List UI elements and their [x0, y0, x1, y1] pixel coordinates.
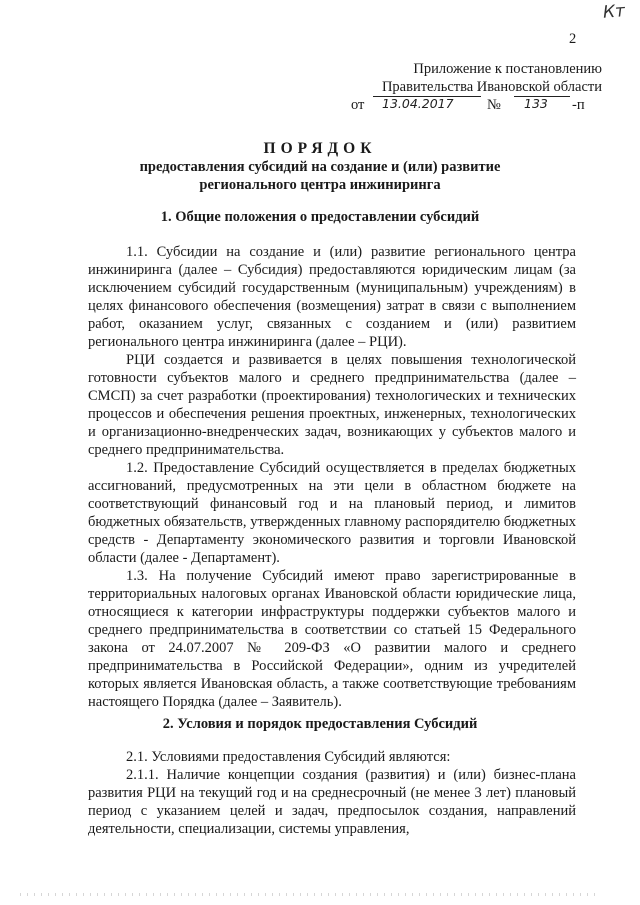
document-title: ПОРЯДОК — [263, 140, 377, 157]
section-2-body — [88, 748, 576, 838]
number-suffix: -п — [572, 97, 585, 113]
paragraph-2-1: 2.1. Условиями предоставления Субсидий являются: — [126, 749, 451, 765]
appendix-line-2: Правительства Ивановской области — [381, 79, 602, 95]
number-label: № — [487, 97, 501, 113]
paragraph-1-1: 1.1. Субсидии на создание и (или) развитие регионального центра инжиниринга (далее – Субсидия) предоставляются юридическим лицам (за исключением субсидий государственным (муниципальным) учреждениям) в целях финансового обеспечения (возмещения) затрат в связи с выполнением работ, оказанием услуг, связанных с созданием и (или) развитием регионального центра инжиниринга (далее – РЦИ). — [88, 244, 576, 350]
handwritten-corner-mark: Кт — [602, 1, 626, 23]
paragraph-1-1-continued: РЦИ создается и развивается в целях повышения технологической готовности субъектов малого и среднего предпринимательства (далее – СМСП) за счет разработки (проектирования) технологических и технических процессов и обеспечения решения проектных, инженерных, технологических и организационно-внедренческих задач, возникающих у субъектов малого и среднего предпринимательства. — [88, 352, 576, 458]
paragraph-1-2: 1.2. Предоставление Субсидий осуществляется в пределах бюджетных ассигнований, предусмотренных на эти цели в областном бюджете на соответствующий финансовый год и на плановый период, и лимитов бюджетных обязательств, утвержденных главному распорядителю бюджетных средств - Департаменту экономического развития и торговли Ивановской области (далее - Департамент). — [88, 460, 576, 566]
handwritten-date: 13.04.2017 — [382, 96, 454, 111]
section-1-body — [88, 243, 576, 711]
section-1-heading: 1. Общие положения о предоставлении субсидий — [160, 209, 480, 225]
appendix-block — [332, 60, 602, 114]
paragraph-2-1-1: 2.1.1. Наличие концепции создания (развития) и (или) бизнес-плана развития РЦИ на текущий год и на среднесрочный (не менее 3 лет) плановый период с указанием целей и задач, предпосылок создания, направлений деятельности, специализации, системы управления, — [88, 767, 576, 837]
paragraph-1-3: 1.3. На получение Субсидий имеют право зарегистрированные в территориальных налоговых органах Ивановской области юридические лица, относящиеся к категории инфраструктуры поддержки субъектов малого и среднего предпринимательства в соответствии со статьей 15 Федерального закона от 24.07.2007 № 209-ФЗ «О развитии малого и среднего предпринимательства в Российской Федерации», одним из учредителей которых является Ивановская область, а также соответствующие требованиям настоящего Порядка (далее – Заявитель). — [88, 568, 576, 710]
scan-noise-line — [20, 893, 600, 896]
appendix-line-1: Приложение к постановлению — [413, 61, 602, 77]
appendix-date-number-row — [332, 96, 602, 114]
section-2-heading: 2. Условия и порядок предоставления Субсидий — [162, 716, 478, 732]
document-subtitle: предоставления субсидий на создание и (или) развитие регионального центра инжиниринга — [139, 159, 501, 193]
ot-label: от — [351, 97, 365, 113]
page-number: 2 — [569, 31, 577, 47]
handwritten-number: 133 — [524, 96, 548, 111]
